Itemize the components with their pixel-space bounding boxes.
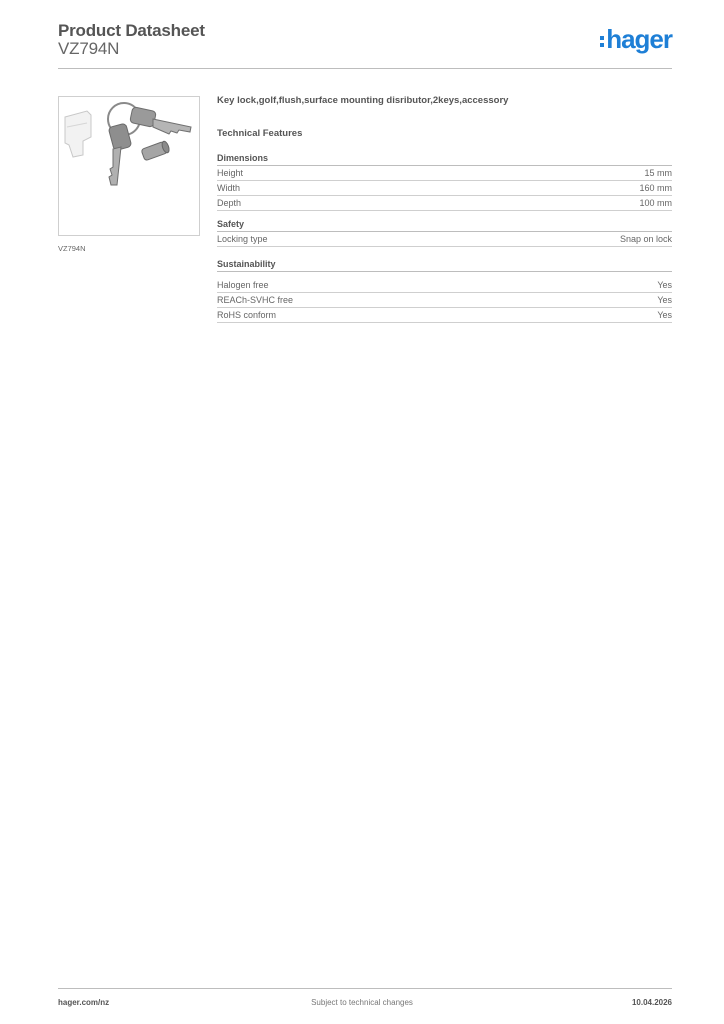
row-value: Snap on lock — [619, 234, 672, 244]
datasheet-content — [217, 95, 672, 331]
row-label: Halogen free — [217, 280, 269, 290]
footer-date: 10.04.2026 — [631, 998, 672, 1007]
table-row — [217, 181, 672, 196]
dimensions-section — [217, 153, 672, 211]
page-title: Product Datasheet — [58, 21, 205, 40]
table-row — [217, 196, 672, 211]
row-label: Depth — [217, 198, 242, 208]
footer-notice: Subject to technical changes — [311, 998, 413, 1007]
section-title: Sustainability — [217, 259, 672, 272]
row-label: REACh-SVHC free — [217, 295, 294, 305]
row-label: Width — [217, 183, 241, 193]
row-label: Height — [217, 168, 244, 178]
key-lock-illustration — [59, 97, 199, 235]
section-title: Dimensions — [217, 153, 672, 166]
technical-features-heading: Technical Features — [217, 128, 303, 139]
safety-section — [217, 219, 672, 247]
row-value: Yes — [657, 295, 672, 305]
product-description: Key lock,golf,flush,surface mounting disributor,2keys,accessory — [217, 95, 509, 106]
image-caption: VZ794N — [58, 244, 86, 253]
footer-divider — [58, 988, 672, 989]
logo-dots-icon — [600, 36, 604, 47]
row-value: 100 mm — [639, 198, 672, 208]
table-row — [217, 308, 672, 323]
header-divider — [58, 68, 672, 69]
row-value: 15 mm — [644, 168, 672, 178]
logo-text: hager — [606, 24, 672, 54]
section-title: Safety — [217, 219, 672, 232]
sustainability-section — [217, 259, 672, 323]
row-value: Yes — [657, 310, 672, 320]
table-row — [217, 293, 672, 308]
table-row — [217, 232, 672, 247]
table-row — [217, 278, 672, 293]
table-row — [217, 166, 672, 181]
row-value: Yes — [657, 280, 672, 290]
row-label: Locking type — [217, 234, 268, 244]
product-code: VZ794N — [58, 39, 120, 58]
footer-website: hager.com/nz — [58, 998, 110, 1007]
row-label: RoHS conform — [217, 310, 277, 320]
hager-logo — [600, 26, 672, 52]
product-image — [58, 96, 200, 236]
row-value: 160 mm — [639, 183, 672, 193]
